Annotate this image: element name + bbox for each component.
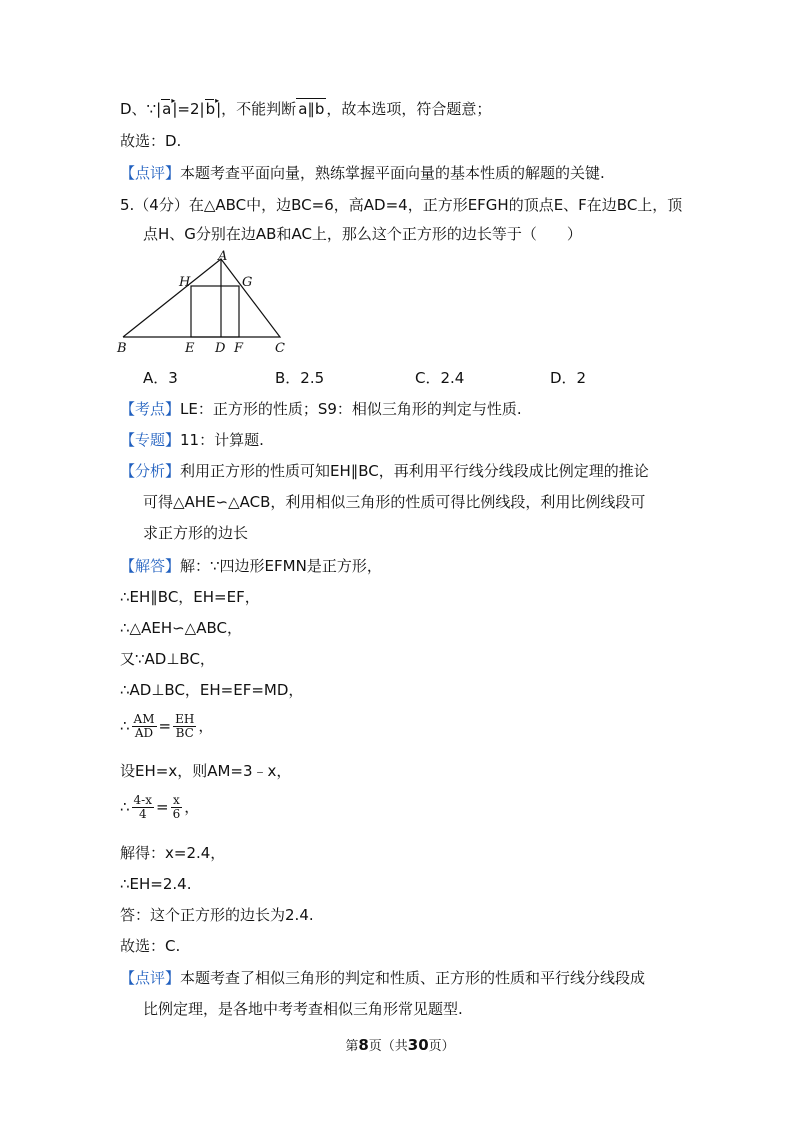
question-line-2: 点H、G分别在边AB和AC上，那么这个正方形的边长等于（ ）: [143, 225, 582, 243]
label-h: H: [179, 275, 191, 290]
vector-b: b ▸: [205, 99, 217, 119]
jieda-tag: 【解答】: [120, 557, 181, 575]
vector-a: a ▸: [161, 99, 172, 119]
zhuanti: 【专题】11：计算题.: [120, 431, 264, 449]
fraction-x-over-6: $\frac{x}{6}$: [172, 792, 181, 821]
triangle-abc: [123, 259, 280, 337]
question-line-1: 5.（4分）在△ABC中，边BC=6，高AD=4，正方形EFGH的顶点E、F在边BC上，顶: [120, 196, 683, 214]
prev-choose: 故选：D.: [120, 132, 182, 150]
triangle-square-figure: [115, 250, 295, 360]
fraction-4-minus-x-over-4: $\frac{4-x}{4}$: [133, 792, 153, 821]
page-number: 8: [358, 1036, 369, 1054]
fraction-eq-2: ∴ $\frac{4-x}{4}$ = $\frac{x}{6}$ ，: [120, 792, 200, 821]
step-7: ∴EH=2.4.: [120, 875, 192, 893]
parallel-vectors: a∥b: [298, 100, 325, 118]
fraction-eh-bc: $\frac{EH}{BC}$: [175, 711, 195, 740]
choose-c: 故选：C.: [120, 937, 181, 955]
fenxi-line-1: 【分析】利用正方形的性质可知EH∥BC，再利用平行线分线段成比例定理的推论: [120, 462, 649, 480]
dianping-tag: 【点评】: [120, 969, 181, 987]
option-c: C．2.4: [415, 369, 465, 387]
dianping-line-2: 比例定理，是各地中考考查相似三角形常见题型.: [143, 1000, 463, 1018]
jieda-intro: 【解答】解：∵四边形EFMN是正方形，: [120, 557, 382, 575]
answer: 答：这个正方形的边长为2.4.: [120, 906, 314, 924]
option-d: D．2: [550, 369, 587, 387]
step-2: ∴△AEH∽△ABC，: [120, 619, 242, 637]
zhuanti-tag: 【专题】: [120, 431, 181, 449]
label-a: A: [218, 250, 228, 264]
kaodian-tag: 【考点】: [120, 400, 181, 418]
comment-tag: 【点评】: [120, 164, 181, 182]
fraction-am-ad: $\frac{AM}{AD}$: [133, 711, 155, 740]
option-b: B．2.5: [275, 369, 325, 387]
square-efgh: [191, 286, 239, 337]
label-f: F: [234, 341, 244, 356]
step-3: 又∵AD⊥BC，: [120, 650, 215, 668]
label-g: G: [242, 275, 253, 290]
fenxi-line-2: 可得△AHE∽△ACB，利用相似三角形的性质可得比例线段，利用比例线段可: [143, 493, 646, 511]
fenxi-line-3: 求正方形的边长: [143, 524, 249, 542]
page-footer: 第8页（共30页）: [345, 1036, 455, 1054]
label-c: C: [275, 341, 285, 356]
option-a: A．3: [143, 369, 178, 387]
label-e: E: [185, 341, 195, 356]
step-5: 设EH=x，则AM=3﹣x，: [120, 762, 292, 780]
step-4: ∴AD⊥BC，EH=EF=MD，: [120, 681, 304, 699]
dianping-line-1: 【点评】本题考查了相似三角形的判定和性质、正方形的性质和平行线分线段成: [120, 969, 646, 987]
fenxi-tag: 【分析】: [120, 462, 181, 480]
step-1: ∴EH∥BC，EH=EF，: [120, 588, 260, 606]
page-total: 30: [407, 1036, 429, 1054]
fraction-eq-1: ∴ $\frac{AM}{AD}$ = $\frac{EH}{BC}$ ，: [120, 711, 214, 740]
kaodian: 【考点】LE：正方形的性质；S9：相似三角形的判定与性质.: [120, 400, 522, 418]
prev-comment: 【点评】本题考查平面向量，熟练掌握平面向量的基本性质的解题的关键.: [120, 164, 605, 182]
option-d-analysis: D、∵|a ▸|=2|b ▸|，不能判断 a∥b ，故本选项，符合题意；: [120, 98, 491, 119]
step-6: 解得：x=2.4，: [120, 844, 226, 862]
label-b: B: [117, 341, 127, 356]
label-d: D: [215, 341, 226, 356]
